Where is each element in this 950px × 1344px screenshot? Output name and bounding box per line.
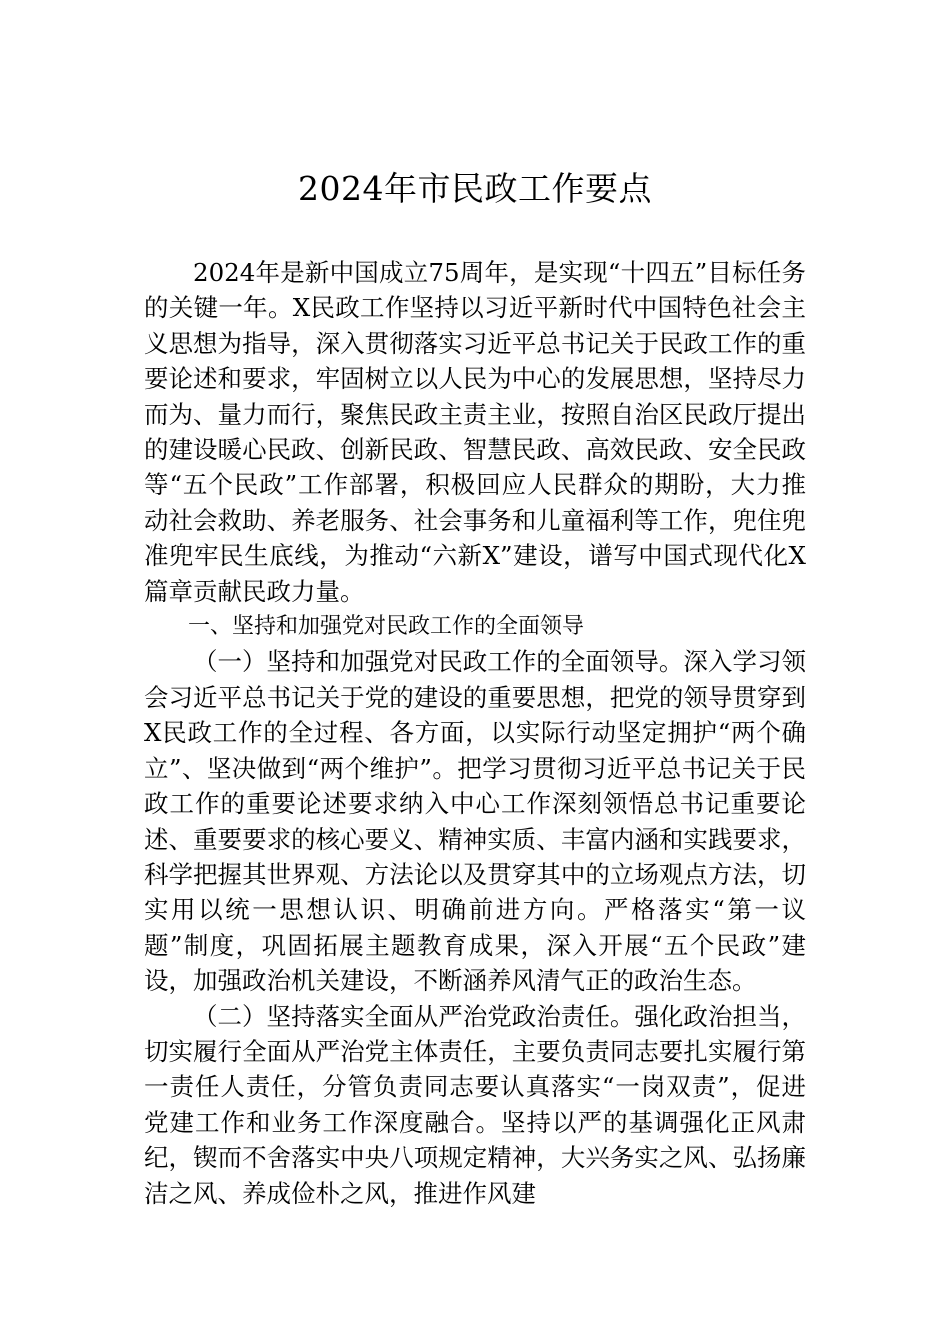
section-heading-1: 一、坚持和加强党对民政工作的全面领导 <box>188 614 585 640</box>
item-paragraph-1: （一）坚持和加强党对民政工作的全面领导。深入学习领会习近平总书记关于党的建设的重要思想，把党的领导贯穿到X民政工作的全过程、各方面，以实际行动坚定拥护“两个确立”、坚决做到“两个维护”。把学习贯彻习近平总书记关于民政工作的重要论述要求纳入中心工作深刻领悟总书记重要论述、重要要求的核心要义、精神实质、丰富内涵和实践要求，科学把握其世界观、方法论以及贯穿其中的立场观点方法，切实用以统一思想认识、明确前进方向。严格落实“第一议题”制度，巩固拓展主题教育成果，深入开展“五个民政”建设，加强政治机关建设，不断涵养风清气正的政治生态。 <box>144 647 806 996</box>
intro-paragraph: 2024年是新中国成立75周年，是实现“十四五”目标任务的关键一年。X民政工作坚持以习近平新时代中国特色社会主义思想为指导，深入贯彻落实习近平总书记关于民政工作的重要论述和要求，牢固树立以人民为中心的发展思想，坚持尽力而为、量力而行，聚焦民政主责主业，按照自治区民政厅提出的建设暖心民政、创新民政、智慧民政、高效民政、安全民政等“五个民政”工作部署，积极回应人民群众的期盼，大力推动社会救助、养老服务、社会事务和儿童福利等工作，兜住兜准兜牢民生底线，为推动“六新X”建设，谱写中国式现代化X篇章贡献民政力量。 <box>144 258 806 606</box>
item-paragraph-2: （二）坚持落实全面从严治党政治责任。强化政治担当，切实履行全面从严治党主体责任，主要负责同志要扎实履行第一责任人责任，分管负责同志要认真落实“一岗双责”，促进党建工作和业务工作深度融合。坚持以严的基调强化正风肃纪，锲而不舍落实中央八项规定精神，大兴务实之风、弘扬廉洁之风、养成俭朴之风，推进作风建 <box>144 1001 806 1208</box>
document-body <box>144 255 806 1211</box>
document-title: 2024年市民政工作要点 <box>298 169 652 208</box>
